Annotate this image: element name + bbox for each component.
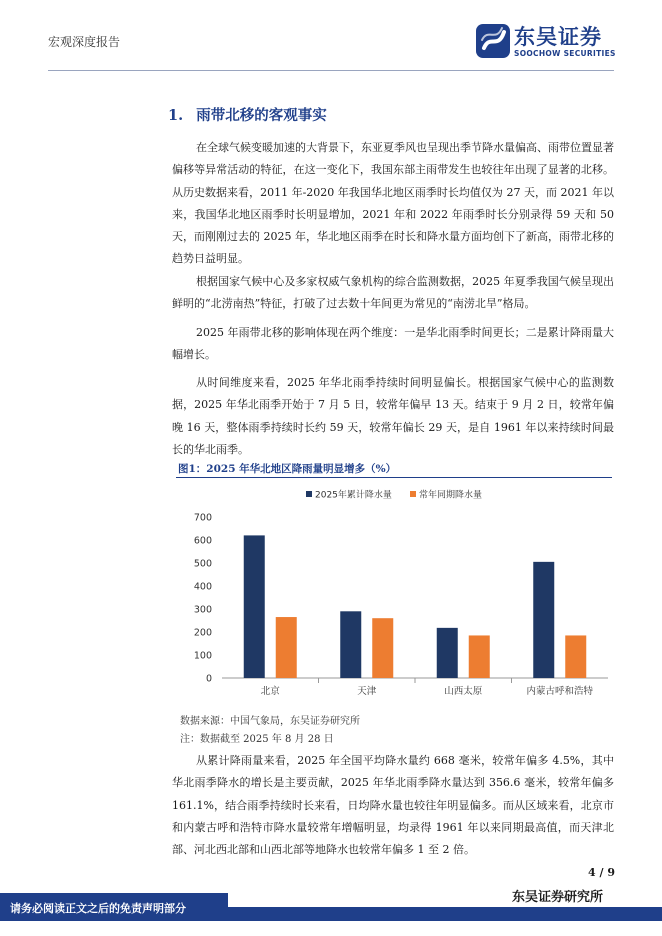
figure-note: 注：数据截至 2025 年 8 月 28 日 <box>180 734 334 745</box>
logo-name: 东吴证券 <box>514 25 602 49</box>
y-tick-label: 600 <box>193 535 212 547</box>
section-title <box>168 104 327 125</box>
y-tick-label: 700 <box>193 512 212 524</box>
section-number: 1. <box>168 107 184 124</box>
y-tick-label: 200 <box>193 627 212 639</box>
bar-1-3 <box>437 628 458 678</box>
y-tick-label: 0 <box>205 673 212 685</box>
figure-title-rule <box>176 477 612 478</box>
paragraph-1: 在全球气候变暖加速的大背景下，东亚夏季风也呈现出季节降水量偏高、雨带位置显著偏移等异常活动的特征，在这一变化下，我国东部主雨带发生也较往年出现了显著的北移。从历史数据来看，2011 年-2020 年我国华北地区雨季时长均值仅为 27 天，而 2021 年以来，我国华北地区雨季时长明显增加，2021 年和 2022 年雨季时长分别录得 59 天和 50 天，而刚刚过去的 2025 年，华北地区雨季在时长和降水量方面均创下了新高，雨带北移的趋势日益明显。 <box>172 141 614 266</box>
y-tick-label: 400 <box>193 581 212 593</box>
figure-source: 数据来源：中国气象局，东吴证券研究所 <box>180 716 360 727</box>
y-tick-label: 500 <box>193 558 212 570</box>
header-divider <box>48 70 614 71</box>
footer-bar <box>228 907 662 921</box>
figure-title: 图1：2025 年华北地区降雨量明显增多（%） <box>178 463 397 475</box>
bar-2-2 <box>372 618 393 678</box>
disclaimer-text: 请务必阅读正文之后的免责声明部分 <box>10 902 186 915</box>
legend-swatch-1 <box>306 491 312 497</box>
bar-1-1 <box>244 535 265 678</box>
legend-swatch-2 <box>410 491 416 497</box>
bar-2-3 <box>469 635 490 678</box>
section-title-text: 雨带北移的客观事实 <box>196 107 327 124</box>
logo-subtitle: SOOCHOW SECURITIES <box>514 49 616 58</box>
paragraph-5: 从累计降雨量来看，2025 年全国平均降水量约 668 毫米，较常年偏多 4.5%，其中华北雨季降水的增长是主要贡献，2025 年华北雨季降水量达到 356.6 毫米，较常年偏多 161.1%，结合雨季持续时长来看，日均降水量也较往年明显偏多。而从区域来看，北京市和内蒙古呼和浩特市降水量较常年增幅明显，均录得 1961 年以来同期最高值，而天津北部、河北西北部和山西北部等地降水也较常年偏多 1 至 2 倍。 <box>172 754 614 857</box>
bar-1-2 <box>340 611 361 678</box>
legend-label-2: 常年同期降水量 <box>419 490 483 501</box>
x-tick-label: 内蒙古呼和浩特 <box>526 686 594 697</box>
x-tick-label: 北京 <box>260 686 280 697</box>
page-number: 4 / 9 <box>588 866 615 879</box>
paragraph-4: 从时间维度来看，2025 年华北雨季持续时间明显偏长。根据国家气候中心的监测数据，2025 年华北雨季开始于 7 月 5 日，较常年偏早 13 天。结束于 9 月 2 日，较常年偏晚 16 天，整体雨季持续时长约 59 天，较常年偏长 29 天，是自 1961 年以来持续时间最长的华北雨季。 <box>172 376 614 456</box>
report-type-label: 宏观深度报告 <box>48 35 121 49</box>
y-tick-label: 300 <box>193 604 212 616</box>
bar-2-1 <box>276 617 297 678</box>
legend-label-1: 2025年累计降水量 <box>315 490 392 501</box>
x-tick-label: 天津 <box>357 686 377 697</box>
paragraph-2: 根据国家气候中心及多家权威气象机构的综合监测数据，2025 年夏季我国气候呈现出鲜明的“北涝南热”特征，打破了过去数十年间更为常见的“南涝北旱”格局。 <box>172 275 614 311</box>
footer-org: 东吴证券研究所 <box>512 890 604 905</box>
x-tick-label: 山西太原 <box>444 686 483 697</box>
y-tick-label: 100 <box>193 650 212 662</box>
bar-2-4 <box>565 635 586 678</box>
rainfall-bar-chart <box>176 482 612 704</box>
paragraph-3: 2025 年雨带北移的影响体现在两个维度：一是华北雨季时间更长；二是累计降雨量大幅增长。 <box>172 326 614 362</box>
bar-1-4 <box>533 562 554 678</box>
